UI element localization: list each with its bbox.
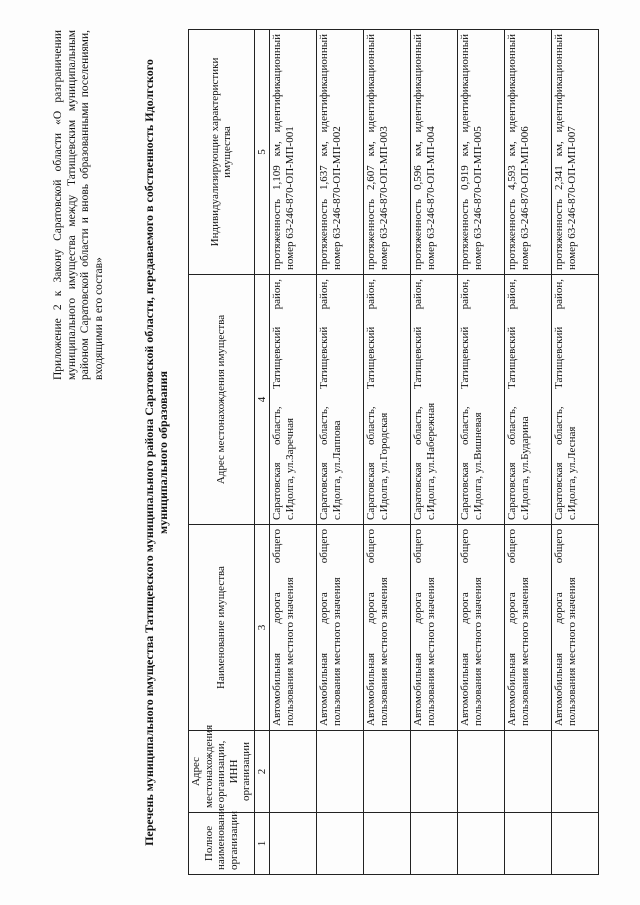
header-org-name: Полное наименование организации bbox=[189, 813, 255, 875]
property-address-cell: Саратовская область, Татищевский район, с.Идолга, ул.Лесная bbox=[552, 275, 599, 525]
property-name-cell: Автомобильная дорога общего пользования местного значения bbox=[411, 525, 458, 731]
property-address-cell: Саратовская область, Татищевский район, с.Идолга, ул.Заречная bbox=[270, 275, 317, 525]
property-name-cell: Автомобильная дорога общего пользования местного значения bbox=[270, 525, 317, 731]
org-address-cell bbox=[270, 731, 317, 813]
org-name-cell bbox=[505, 813, 552, 875]
table-row bbox=[552, 30, 599, 875]
characteristics-cell: протяженность 2,341 км, идентификационный номер 63-246-870-ОП-МП-007 bbox=[552, 30, 599, 275]
org-address-cell bbox=[317, 731, 364, 813]
characteristics-cell: протяженность 4,593 км, идентификационный номер 63-246-870-ОП-МП-006 bbox=[505, 30, 552, 275]
characteristics-cell: протяженность 1,109 км, идентификационный номер 63-246-870-ОП-МП-001 bbox=[270, 30, 317, 275]
org-name-cell bbox=[411, 813, 458, 875]
org-name-cell bbox=[364, 813, 411, 875]
characteristics-cell: протяженность 1,637 км, идентификационный номер 63-246-870-ОП-МП-002 bbox=[317, 30, 364, 275]
org-name-cell bbox=[317, 813, 364, 875]
column-number: 2 bbox=[254, 731, 270, 813]
property-name-cell: Автомобильная дорога общего пользования местного значения bbox=[552, 525, 599, 731]
header-org-address: Адрес местонахождения организации, ИНН организации bbox=[189, 731, 255, 813]
property-address-cell: Саратовская область, Татищевский район, с.Идолга, ул.Городская bbox=[364, 275, 411, 525]
column-number: 4 bbox=[254, 275, 270, 525]
org-name-cell bbox=[552, 813, 599, 875]
property-table bbox=[188, 29, 599, 875]
table-row bbox=[270, 30, 317, 875]
table-row bbox=[505, 30, 552, 875]
column-number-row bbox=[254, 30, 270, 875]
table-row bbox=[317, 30, 364, 875]
org-address-cell bbox=[411, 731, 458, 813]
header-characteristics: Индивидуализирующие характеристики имущества bbox=[189, 30, 255, 275]
characteristics-cell: протяженность 2,607 км, идентификационный номер 63-246-870-ОП-МП-003 bbox=[364, 30, 411, 275]
property-address-cell: Саратовская область, Татищевский район, с.Идолга, ул.Набережная bbox=[411, 275, 458, 525]
property-address-cell: Саратовская область, Татищевский район, с.Идолга, ул.Лаппова bbox=[317, 275, 364, 525]
appendix-note: Приложение 2 к Закону Саратовской области «О разграничении муниципального имущества между Татищевским муниципальным районом Саратовской области и вновь образованными поселениями, входящими в его состав» bbox=[52, 30, 105, 380]
org-address-cell bbox=[552, 731, 599, 813]
property-name-cell: Автомобильная дорога общего пользования местного значения bbox=[364, 525, 411, 731]
property-name-cell: Автомобильная дорога общего пользования местного значения bbox=[458, 525, 505, 731]
property-name-cell: Автомобильная дорога общего пользования местного значения bbox=[505, 525, 552, 731]
column-number: 1 bbox=[254, 813, 270, 875]
characteristics-cell: протяженность 0,596 км, идентификационный номер 63-246-870-ОП-МП-004 bbox=[411, 30, 458, 275]
property-name-cell: Автомобильная дорога общего пользования местного значения bbox=[317, 525, 364, 731]
table-row bbox=[364, 30, 411, 875]
characteristics-cell: протяженность 0,919 км, идентификационный номер 63-246-870-ОП-МП-005 bbox=[458, 30, 505, 275]
org-address-cell bbox=[458, 731, 505, 813]
table-row bbox=[458, 30, 505, 875]
property-address-cell: Саратовская область, Татищевский район, с.Идолга, ул.Бударина bbox=[505, 275, 552, 525]
org-address-cell bbox=[364, 731, 411, 813]
org-name-cell bbox=[270, 813, 317, 875]
header-property-address: Адрес местонахождения имущества bbox=[189, 275, 255, 525]
column-number: 5 bbox=[254, 30, 270, 275]
column-number: 3 bbox=[254, 525, 270, 731]
document-title: Перечень муниципального имущества Татищевского муниципального района Саратовской области, передаваемого в собственность Идолгского муниципального образования bbox=[142, 59, 170, 846]
property-address-cell: Саратовская область, Татищевский район, с.Идолга, ул.Вишневая bbox=[458, 275, 505, 525]
org-name-cell bbox=[458, 813, 505, 875]
header-row bbox=[189, 30, 255, 875]
table-row bbox=[411, 30, 458, 875]
org-address-cell bbox=[505, 731, 552, 813]
header-property-name: Наименование имущества bbox=[189, 525, 255, 731]
